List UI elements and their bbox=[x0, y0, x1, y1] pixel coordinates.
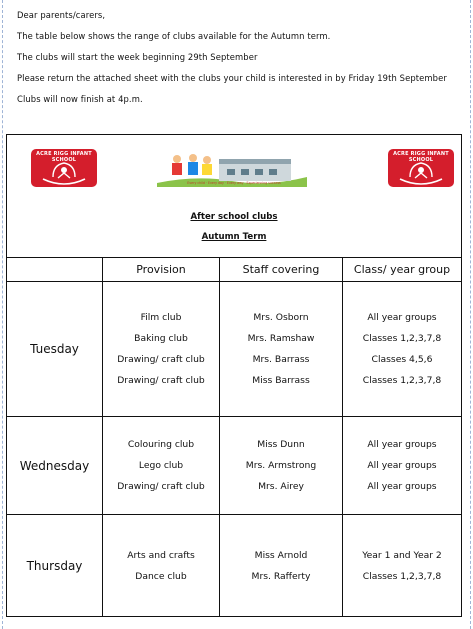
class-group: Classes 1,2,3,7,8 bbox=[362, 570, 442, 582]
column-header-row bbox=[7, 258, 462, 282]
class-group: Classes 1,2,3,7,8 bbox=[362, 333, 442, 344]
staff-name: Miss Arnold bbox=[254, 549, 308, 561]
staff-name: Miss Dunn bbox=[257, 439, 305, 450]
intro-letter bbox=[17, 5, 457, 110]
class-group: Classes 1,2,3,7,8 bbox=[362, 375, 442, 386]
club-name: Arts and crafts bbox=[127, 549, 195, 561]
club-name: Dance club bbox=[135, 570, 187, 582]
staff-cell bbox=[220, 417, 343, 515]
day-cell: Thursday bbox=[7, 515, 103, 617]
class-group: Classes 4,5,6 bbox=[371, 354, 433, 365]
intro-line: Dear parents/carers, bbox=[17, 10, 106, 20]
staff-name: Mrs. Rafferty bbox=[251, 570, 311, 582]
club-name: Film club bbox=[140, 312, 182, 323]
intro-line: Please return the attached sheet with the clubs your child is interested in by Friday 19th September bbox=[17, 73, 447, 83]
table-row bbox=[7, 417, 462, 515]
staff-cell bbox=[220, 515, 343, 617]
school-logo-text: ACRE RIGG INFANT SCHOOL bbox=[36, 151, 92, 163]
provision-cell bbox=[103, 282, 220, 417]
table-subtitle: Autumn Term bbox=[201, 232, 267, 242]
table-title: After school clubs bbox=[190, 212, 278, 222]
class-group: All year groups bbox=[367, 460, 437, 471]
class-group: All year groups bbox=[367, 312, 437, 323]
table-header-banner bbox=[7, 135, 462, 258]
club-name: Drawing/ craft club bbox=[117, 481, 205, 492]
column-header-staff: Staff covering bbox=[220, 258, 343, 282]
page-margin-guide-left bbox=[2, 0, 3, 629]
school-banner-image bbox=[157, 147, 307, 193]
table-row bbox=[7, 515, 462, 617]
intro-line: The table below shows the range of clubs available for the Autumn term. bbox=[17, 31, 331, 41]
club-name: Drawing/ craft club bbox=[117, 375, 205, 386]
club-name: Drawing/ craft club bbox=[117, 354, 205, 365]
group-cell bbox=[343, 515, 462, 617]
group-cell bbox=[343, 417, 462, 515]
day-cell: Wednesday bbox=[7, 417, 103, 515]
intro-line: Clubs will now finish at 4p.m. bbox=[17, 94, 143, 104]
column-header-day bbox=[7, 258, 103, 282]
day-cell: Tuesday bbox=[7, 282, 103, 417]
club-name: Baking club bbox=[134, 333, 188, 344]
staff-name: Mrs. Osborn bbox=[253, 312, 309, 323]
staff-name: Mrs. Barrass bbox=[252, 354, 310, 365]
group-cell bbox=[343, 282, 462, 417]
provision-cell bbox=[103, 515, 220, 617]
page-margin-guide-right bbox=[470, 0, 471, 629]
staff-cell bbox=[220, 282, 343, 417]
class-group: Year 1 and Year 2 bbox=[362, 549, 442, 561]
club-name: Lego club bbox=[138, 460, 184, 471]
school-logo bbox=[31, 149, 97, 187]
banner-caption: Every child · Every day · Every way · Experiencing success bbox=[187, 181, 281, 185]
clubs-table bbox=[6, 134, 462, 617]
class-group: All year groups bbox=[367, 481, 437, 492]
club-name: Colouring club bbox=[127, 439, 195, 450]
staff-name: Mrs. Airey bbox=[258, 481, 304, 492]
staff-name: Mrs. Ramshaw bbox=[247, 333, 315, 344]
school-logo-text: ACRE RIGG INFANT SCHOOL bbox=[393, 151, 449, 163]
staff-name: Miss Barrass bbox=[252, 375, 310, 386]
intro-line: The clubs will start the week beginning 29th September bbox=[17, 52, 258, 62]
class-group: All year groups bbox=[367, 439, 437, 450]
staff-name: Mrs. Armstrong bbox=[245, 460, 317, 471]
provision-cell bbox=[103, 417, 220, 515]
table-row bbox=[7, 282, 462, 417]
school-logo bbox=[388, 149, 454, 187]
column-header-provision: Provision bbox=[103, 258, 220, 282]
column-header-group: Class/ year group bbox=[343, 258, 462, 282]
